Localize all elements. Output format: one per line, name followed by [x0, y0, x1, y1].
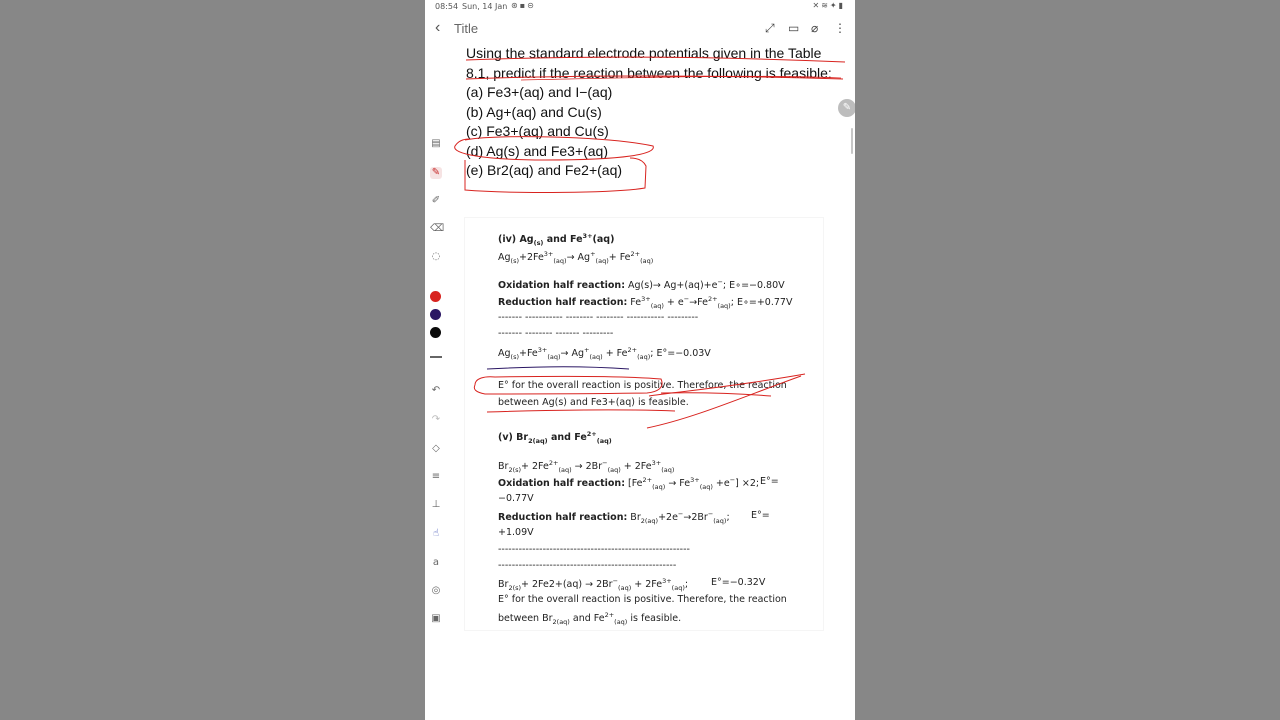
minus-circle-icon: ⊝ — [527, 1, 536, 10]
bluetooth-icon: ✦ — [829, 1, 839, 10]
scrollbar-thumb[interactable] — [851, 128, 853, 154]
ruler-icon[interactable]: ⊥ — [431, 499, 441, 510]
dashed-separator: -------------------------------------------------------- — [498, 544, 690, 555]
fullscreen-icon[interactable]: ⤢ — [765, 21, 775, 35]
solution-v-net: $Br_{2(s)}+ 2Fe2+(aq) \to 2Br^-_{(aq)} + 2Fe^{3+}_{(aq)}$; — [498, 577, 689, 593]
solution-v-oxidation-potential-value: −0.77V — [498, 493, 534, 504]
dashed-separator: ------- ----------- -------- -------- ----------- --------- — [498, 312, 699, 323]
status-date: Sun, 14 Jan — [462, 2, 508, 11]
shape-icon[interactable]: ◇ — [432, 443, 440, 454]
solution-v-conclusion: E° for the overall reaction is positive. Therefore, the reaction — [498, 594, 787, 605]
battery-icon: ▮ — [838, 1, 845, 10]
pen-color-red[interactable] — [430, 291, 441, 302]
mute-icon: ✕ — [812, 1, 822, 10]
solution-v-equation: $Br_{2(s)}+ 2Fe^{2+}_{(aq)} \to 2Br^-_{(aq)} + 2Fe^{3+}_{(aq)}$ — [498, 459, 675, 475]
tablet-screen — [425, 0, 855, 720]
back-arrow-icon[interactable]: ‹ — [435, 19, 441, 36]
solution-v-oxidation: Oxidation half reaction: $[Fe^{2+}_{(aq)} \to Fe^{3+}_{(aq)} +e^-] \times 2$; — [498, 476, 760, 492]
solution-iv-net: $Ag_{(s)}+Fe^{3+}_{(aq)}\to Ag^+_{(aq)} + Fe^{2+}_{(aq)}$; E°=−0.03V — [498, 346, 711, 362]
question-text — [466, 44, 855, 181]
solution-iv-heading: (iv) $Ag_{(s)}$ and $Fe^{3+}(aq)$ — [498, 232, 615, 248]
solution-v-oxidation-potential: E°= — [760, 476, 779, 487]
book-icon[interactable]: ▭ — [788, 21, 800, 35]
edit-pencil-icon[interactable]: ✎ — [838, 99, 855, 117]
drawing-tool-rail — [425, 130, 447, 650]
pen-color-indigo[interactable] — [430, 309, 441, 320]
status-time: 08:54 — [435, 2, 459, 11]
stroke-width-icon[interactable] — [430, 356, 442, 358]
lock-icon: ▪ — [519, 1, 528, 10]
solution-iv-conclusion: between Ag(s) and Fe3+(aq) is feasible. — [498, 397, 689, 408]
question-line: 8.1, predict if the reaction between the following is feasible: — [466, 64, 832, 81]
solution-v-net-potential: E°=−0.32V — [711, 577, 766, 588]
redo-icon[interactable]: ↷ — [431, 414, 441, 425]
solution-v-heading: (v) $Br_{2(aq)}$ and $Fe^{2+}_{(aq)}$ — [498, 430, 612, 446]
touch-mode-icon[interactable]: ☝ — [432, 528, 440, 539]
wifi-icon: ≋ — [821, 1, 830, 10]
solution-iv-conclusion: E° for the overall reaction is positive. Therefore, the reaction — [498, 380, 787, 391]
pen-icon[interactable]: ✎ — [431, 167, 441, 178]
question-line: (e) Br2(aq) and Fe2+(aq) — [466, 162, 623, 178]
notification-icon: ⊛ — [511, 1, 520, 10]
dashed-separator: ---------------------------------------------------- — [498, 560, 677, 571]
status-bar — [425, 0, 855, 14]
question-line: Using the standard electrode potentials given in the Table — [466, 45, 822, 61]
attach-icon[interactable]: ⌀ — [811, 21, 819, 35]
text-align-icon[interactable]: ≡ — [431, 471, 441, 482]
pasted-solution-image — [465, 218, 823, 630]
note-title[interactable]: Title — [454, 21, 479, 36]
pen-color-black[interactable] — [430, 327, 441, 338]
note-toolbar — [425, 15, 855, 43]
insert-image-icon[interactable]: ▣ — [431, 613, 441, 624]
solution-v-reduction: Reduction half reaction: $Br_{2(aq)}+2e^-\to 2Br^-_{(aq)}$; — [498, 510, 730, 526]
solution-v-reduction-potential: E°= — [751, 510, 770, 521]
question-line: (b) Ag+(aq) and Cu(s) — [466, 103, 602, 120]
dashed-separator: ------- -------- ------- --------- — [498, 328, 614, 339]
lasso-icon[interactable]: ◌ — [431, 251, 441, 262]
question-line: (a) Fe3+(aq) and I−(aq) — [466, 84, 613, 100]
shapes-icon[interactable]: ◎ — [431, 585, 441, 596]
text-box-icon[interactable]: a — [432, 557, 440, 568]
solution-iv-equation: $Ag_{(s)}+2Fe^{3+}_{(aq)}\to Ag^+_{(aq)}+ Fe^{2+}_{(aq)}$ — [498, 250, 654, 266]
question-line: (c) Fe3+(aq) and Cu(s) — [466, 123, 609, 139]
solution-v-conclusion: between $Br_{2(aq)}$ and $Fe^{2+}_{(aq)}$ is feasible. — [498, 611, 682, 627]
eraser-icon[interactable]: ⌫ — [430, 223, 445, 234]
system-icons — [812, 1, 845, 10]
undo-icon[interactable]: ↶ — [431, 385, 441, 396]
highlighter-icon[interactable]: ✐ — [431, 195, 441, 206]
solution-iv-reduction: Reduction half reaction: $Fe^{3+}_{(aq)} + e^-\to Fe^{2+}_{(aq)}$; E∘=+0.77V — [498, 295, 793, 311]
solution-v-reduction-potential-value: +1.09V — [498, 527, 534, 538]
notification-icons — [511, 1, 536, 10]
more-options-icon[interactable]: ⋮ — [834, 21, 846, 35]
keyboard-icon[interactable]: ▤ — [431, 138, 441, 149]
solution-iv-oxidation: Oxidation half reaction: Ag(s)→ Ag+(aq)+e−; E∘=−0.80V — [498, 278, 785, 292]
question-line: (d) Ag(s) and Fe3+(aq) — [466, 142, 609, 159]
